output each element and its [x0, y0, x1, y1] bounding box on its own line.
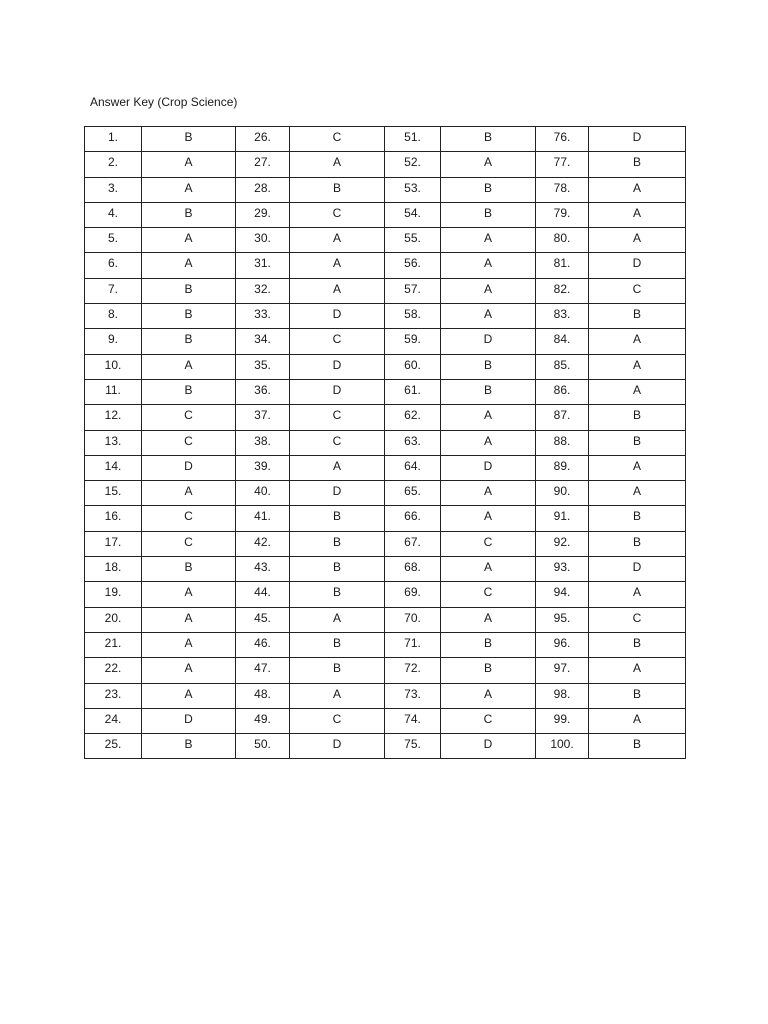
answer-key-table [84, 126, 686, 759]
answer-cell: C [589, 278, 686, 303]
question-number-cell: 38. [236, 430, 290, 455]
question-number-cell: 76. [536, 127, 589, 152]
answer-cell: B [589, 632, 686, 657]
table-row [85, 202, 686, 227]
table-row [85, 582, 686, 607]
table-row [85, 658, 686, 683]
question-number-cell: 24. [85, 708, 142, 733]
question-number-cell: 36. [236, 379, 290, 404]
table-row [85, 481, 686, 506]
question-number-cell: 17. [85, 531, 142, 556]
question-number-cell: 2. [85, 152, 142, 177]
table-row [85, 607, 686, 632]
question-number-cell: 22. [85, 658, 142, 683]
table-row [85, 430, 686, 455]
question-number-cell: 78. [536, 177, 589, 202]
answer-cell: B [142, 734, 236, 759]
table-row [85, 506, 686, 531]
question-number-cell: 54. [385, 202, 441, 227]
answer-cell: B [441, 177, 536, 202]
answer-cell: D [290, 354, 385, 379]
question-number-cell: 80. [536, 228, 589, 253]
answer-cell: B [142, 329, 236, 354]
table-row [85, 632, 686, 657]
question-number-cell: 45. [236, 607, 290, 632]
table-row [85, 379, 686, 404]
answer-cell: A [142, 228, 236, 253]
question-number-cell: 72. [385, 658, 441, 683]
answer-cell: D [589, 253, 686, 278]
answer-cell: A [441, 304, 536, 329]
table-row [85, 455, 686, 480]
answer-cell: B [142, 202, 236, 227]
answer-cell: A [441, 481, 536, 506]
answer-cell: A [589, 228, 686, 253]
question-number-cell: 4. [85, 202, 142, 227]
answer-cell: C [290, 708, 385, 733]
answer-cell: A [441, 430, 536, 455]
answer-cell: A [441, 253, 536, 278]
question-number-cell: 52. [385, 152, 441, 177]
question-number-cell: 86. [536, 379, 589, 404]
question-number-cell: 74. [385, 708, 441, 733]
question-number-cell: 29. [236, 202, 290, 227]
question-number-cell: 41. [236, 506, 290, 531]
question-number-cell: 39. [236, 455, 290, 480]
answer-cell: C [290, 430, 385, 455]
answer-cell: A [290, 152, 385, 177]
answer-cell: B [142, 379, 236, 404]
question-number-cell: 64. [385, 455, 441, 480]
answer-cell: A [589, 177, 686, 202]
answer-cell: A [589, 708, 686, 733]
answer-cell: A [441, 557, 536, 582]
question-number-cell: 96. [536, 632, 589, 657]
answer-cell: D [290, 304, 385, 329]
question-number-cell: 27. [236, 152, 290, 177]
question-number-cell: 81. [536, 253, 589, 278]
table-row [85, 734, 686, 759]
question-number-cell: 93. [536, 557, 589, 582]
answer-cell: A [441, 278, 536, 303]
answer-cell: C [142, 531, 236, 556]
question-number-cell: 66. [385, 506, 441, 531]
table-row [85, 177, 686, 202]
question-number-cell: 43. [236, 557, 290, 582]
question-number-cell: 32. [236, 278, 290, 303]
table-row [85, 152, 686, 177]
answer-cell: B [290, 506, 385, 531]
answer-cell: A [290, 683, 385, 708]
question-number-cell: 35. [236, 354, 290, 379]
answer-cell: B [290, 177, 385, 202]
question-number-cell: 82. [536, 278, 589, 303]
answer-cell: A [589, 379, 686, 404]
question-number-cell: 1. [85, 127, 142, 152]
question-number-cell: 47. [236, 658, 290, 683]
answer-cell: C [290, 127, 385, 152]
answer-cell: B [589, 531, 686, 556]
question-number-cell: 33. [236, 304, 290, 329]
answer-cell: B [589, 430, 686, 455]
answer-cell: C [589, 607, 686, 632]
answer-cell: B [290, 658, 385, 683]
question-number-cell: 8. [85, 304, 142, 329]
question-number-cell: 42. [236, 531, 290, 556]
question-number-cell: 53. [385, 177, 441, 202]
question-number-cell: 46. [236, 632, 290, 657]
table-row [85, 329, 686, 354]
question-number-cell: 16. [85, 506, 142, 531]
question-number-cell: 88. [536, 430, 589, 455]
answer-cell: C [441, 708, 536, 733]
answer-cell: A [290, 455, 385, 480]
question-number-cell: 75. [385, 734, 441, 759]
question-number-cell: 77. [536, 152, 589, 177]
answer-cell: A [142, 152, 236, 177]
question-number-cell: 50. [236, 734, 290, 759]
answer-cell: A [589, 354, 686, 379]
answer-cell: C [290, 329, 385, 354]
answer-cell: B [441, 127, 536, 152]
table-row [85, 278, 686, 303]
answer-cell: B [142, 557, 236, 582]
question-number-cell: 57. [385, 278, 441, 303]
question-number-cell: 60. [385, 354, 441, 379]
question-number-cell: 84. [536, 329, 589, 354]
answer-cell: A [142, 607, 236, 632]
answer-cell: D [441, 329, 536, 354]
answer-cell: A [589, 658, 686, 683]
answer-cell: A [142, 481, 236, 506]
question-number-cell: 92. [536, 531, 589, 556]
answer-cell: A [290, 253, 385, 278]
answer-cell: D [290, 734, 385, 759]
answer-cell: B [142, 278, 236, 303]
answer-cell: B [589, 506, 686, 531]
answer-cell: A [142, 683, 236, 708]
answer-cell: D [290, 379, 385, 404]
answer-cell: B [441, 379, 536, 404]
question-number-cell: 83. [536, 304, 589, 329]
answer-cell: C [441, 582, 536, 607]
answer-cell: B [142, 127, 236, 152]
answer-cell: A [441, 152, 536, 177]
question-number-cell: 95. [536, 607, 589, 632]
question-number-cell: 67. [385, 531, 441, 556]
question-number-cell: 68. [385, 557, 441, 582]
question-number-cell: 37. [236, 405, 290, 430]
question-number-cell: 65. [385, 481, 441, 506]
answer-cell: D [142, 455, 236, 480]
answer-cell: A [441, 683, 536, 708]
question-number-cell: 56. [385, 253, 441, 278]
question-number-cell: 31. [236, 253, 290, 278]
question-number-cell: 89. [536, 455, 589, 480]
question-number-cell: 90. [536, 481, 589, 506]
answer-cell: D [441, 455, 536, 480]
answer-cell: A [441, 405, 536, 430]
answer-cell: C [290, 405, 385, 430]
answer-cell: A [142, 354, 236, 379]
answer-cell: B [589, 152, 686, 177]
answer-cell: A [441, 228, 536, 253]
question-number-cell: 7. [85, 278, 142, 303]
table-row [85, 683, 686, 708]
answer-cell: B [290, 531, 385, 556]
question-number-cell: 25. [85, 734, 142, 759]
answer-cell: B [290, 582, 385, 607]
question-number-cell: 87. [536, 405, 589, 430]
question-number-cell: 61. [385, 379, 441, 404]
answer-cell: A [290, 278, 385, 303]
answer-cell: A [589, 329, 686, 354]
answer-cell: A [142, 253, 236, 278]
answer-cell: B [441, 202, 536, 227]
answer-cell: B [290, 557, 385, 582]
question-number-cell: 20. [85, 607, 142, 632]
question-number-cell: 91. [536, 506, 589, 531]
question-number-cell: 28. [236, 177, 290, 202]
answer-cell: A [589, 202, 686, 227]
question-number-cell: 5. [85, 228, 142, 253]
answer-cell: D [589, 127, 686, 152]
question-number-cell: 18. [85, 557, 142, 582]
question-number-cell: 34. [236, 329, 290, 354]
question-number-cell: 23. [85, 683, 142, 708]
answer-cell: B [589, 405, 686, 430]
answer-cell: A [589, 582, 686, 607]
answer-cell: C [142, 506, 236, 531]
table-row [85, 405, 686, 430]
question-number-cell: 59. [385, 329, 441, 354]
answer-cell: B [441, 354, 536, 379]
question-number-cell: 62. [385, 405, 441, 430]
question-number-cell: 63. [385, 430, 441, 455]
question-number-cell: 73. [385, 683, 441, 708]
question-number-cell: 98. [536, 683, 589, 708]
table-row [85, 708, 686, 733]
answer-cell: C [290, 202, 385, 227]
answer-cell: A [142, 582, 236, 607]
question-number-cell: 19. [85, 582, 142, 607]
question-number-cell: 13. [85, 430, 142, 455]
table-row [85, 228, 686, 253]
question-number-cell: 48. [236, 683, 290, 708]
question-number-cell: 70. [385, 607, 441, 632]
answer-cell: D [290, 481, 385, 506]
question-number-cell: 97. [536, 658, 589, 683]
answer-cell: A [441, 607, 536, 632]
answer-cell: B [589, 683, 686, 708]
answer-cell: C [142, 430, 236, 455]
question-number-cell: 12. [85, 405, 142, 430]
question-number-cell: 30. [236, 228, 290, 253]
table-row [85, 354, 686, 379]
question-number-cell: 99. [536, 708, 589, 733]
question-number-cell: 15. [85, 481, 142, 506]
answer-cell: B [589, 304, 686, 329]
question-number-cell: 85. [536, 354, 589, 379]
answer-cell: A [589, 481, 686, 506]
answer-cell: A [290, 607, 385, 632]
answer-cell: A [441, 506, 536, 531]
answer-cell: A [142, 658, 236, 683]
question-number-cell: 6. [85, 253, 142, 278]
answer-cell: C [441, 531, 536, 556]
question-number-cell: 71. [385, 632, 441, 657]
table-row [85, 304, 686, 329]
answer-table-body [85, 127, 686, 759]
question-number-cell: 79. [536, 202, 589, 227]
answer-cell: D [441, 734, 536, 759]
answer-cell: A [142, 632, 236, 657]
answer-cell: B [142, 304, 236, 329]
table-row [85, 531, 686, 556]
table-row [85, 253, 686, 278]
page-title: Answer Key (Crop Science) [90, 95, 238, 109]
question-number-cell: 26. [236, 127, 290, 152]
question-number-cell: 49. [236, 708, 290, 733]
table-row [85, 127, 686, 152]
question-number-cell: 9. [85, 329, 142, 354]
question-number-cell: 51. [385, 127, 441, 152]
question-number-cell: 55. [385, 228, 441, 253]
answer-cell: B [441, 632, 536, 657]
question-number-cell: 69. [385, 582, 441, 607]
question-number-cell: 11. [85, 379, 142, 404]
question-number-cell: 14. [85, 455, 142, 480]
answer-cell: A [142, 177, 236, 202]
question-number-cell: 10. [85, 354, 142, 379]
question-number-cell: 40. [236, 481, 290, 506]
answer-cell: D [142, 708, 236, 733]
answer-cell: B [441, 658, 536, 683]
question-number-cell: 3. [85, 177, 142, 202]
question-number-cell: 58. [385, 304, 441, 329]
table-row [85, 557, 686, 582]
answer-cell: B [589, 734, 686, 759]
question-number-cell: 44. [236, 582, 290, 607]
answer-cell: B [290, 632, 385, 657]
question-number-cell: 21. [85, 632, 142, 657]
answer-cell: A [290, 228, 385, 253]
answer-cell: A [589, 455, 686, 480]
question-number-cell: 100. [536, 734, 589, 759]
question-number-cell: 94. [536, 582, 589, 607]
answer-cell: C [142, 405, 236, 430]
answer-cell: D [589, 557, 686, 582]
